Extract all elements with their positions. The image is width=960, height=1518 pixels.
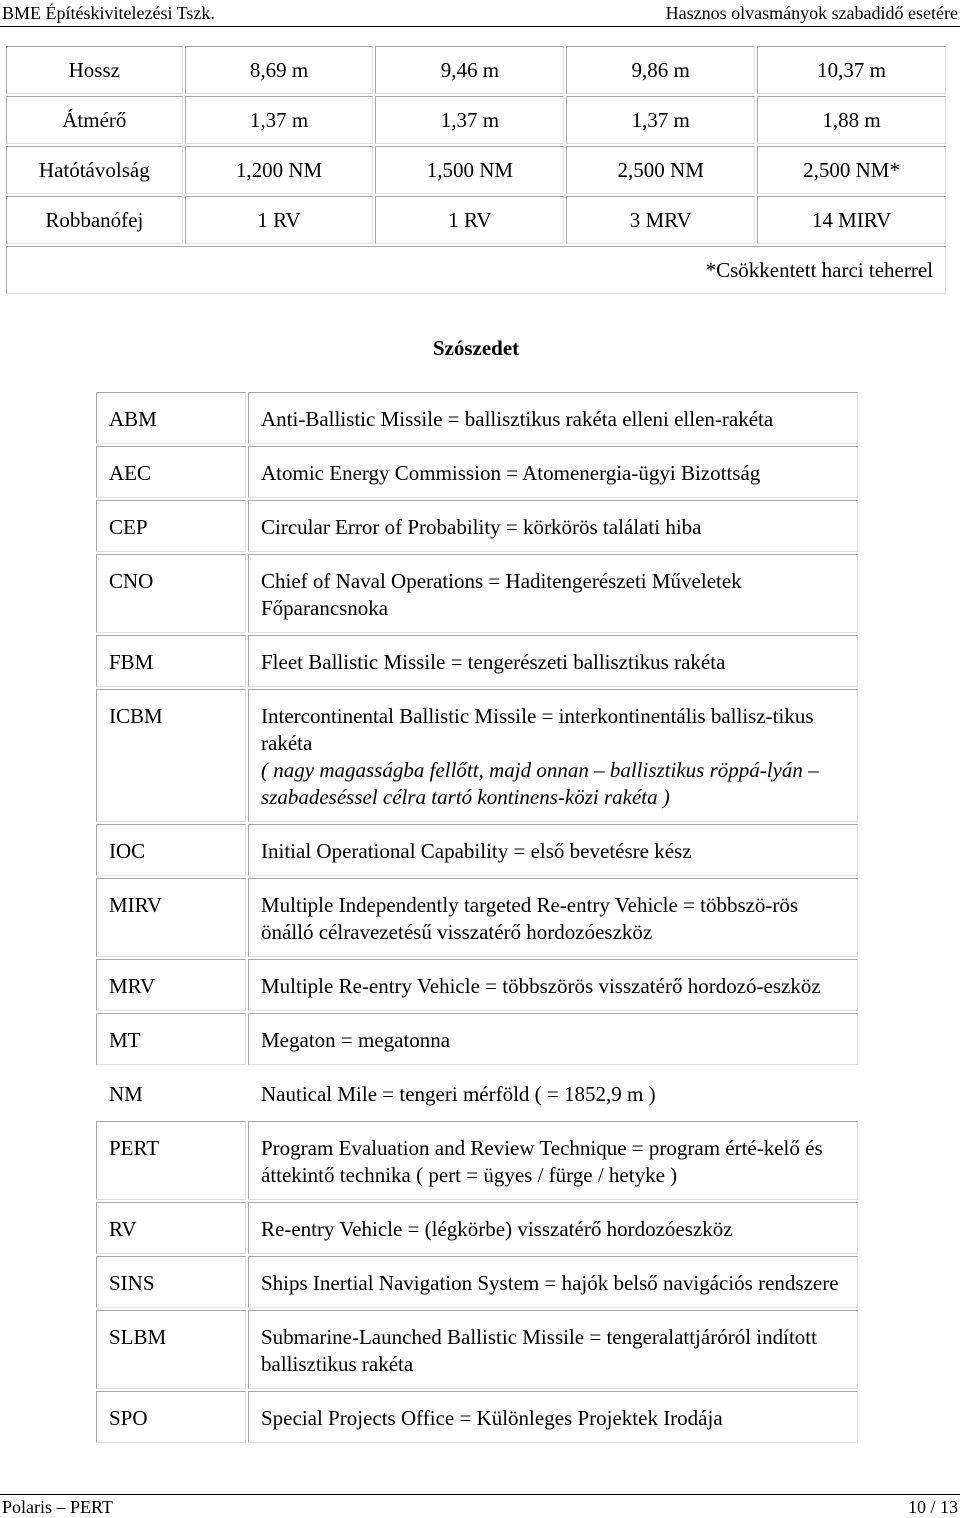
glossary-definition-text: Atomic Energy Commission = Atomenergia-ügyi Bizottság xyxy=(261,461,761,485)
glossary-abbr: MRV xyxy=(96,959,246,1011)
table-cell: 2,500 NM* xyxy=(757,146,946,194)
glossary-abbr: CEP xyxy=(96,500,246,552)
table-cell: Átmérő xyxy=(6,96,183,144)
glossary-definition-text: Intercontinental Ballistic Missile = interkontinentális ballisz-tikus rakéta xyxy=(261,704,814,755)
glossary-definition xyxy=(248,392,858,444)
specs-table xyxy=(4,44,948,296)
table-cell: 2,500 NM xyxy=(566,146,755,194)
glossary-definition-text: Chief of Naval Operations = Haditengerészeti Műveletek Főparancsnoka xyxy=(261,569,742,620)
glossary-row xyxy=(96,1121,858,1200)
table-row xyxy=(6,146,946,194)
header-left-text: BME Építéskivitelezési Tszk. xyxy=(2,3,215,23)
glossary-definition-text: Ships Inertial Navigation System = hajók belső navigációs rendszere xyxy=(261,1271,839,1295)
glossary-abbr: NM xyxy=(96,1067,246,1119)
header-rule xyxy=(0,26,960,27)
table-cell: 10,37 m xyxy=(757,46,946,94)
glossary-row xyxy=(96,878,858,957)
glossary-row xyxy=(96,392,858,444)
glossary-abbr: AEC xyxy=(96,446,246,498)
glossary-abbr: IOC xyxy=(96,824,246,876)
glossary-definition xyxy=(248,446,858,498)
table-cell: 1,88 m xyxy=(757,96,946,144)
glossary-definition-text: Program Evaluation and Review Technique = program érté-kelő és áttekintő technika ( pert = ügyes / fürge / hetyke ) xyxy=(261,1136,823,1187)
footer-page-number: 10 / 13 xyxy=(907,1497,958,1517)
glossary-definition-text: Special Projects Office = Különleges Projektek Irodája xyxy=(261,1406,723,1430)
table-row xyxy=(6,246,946,294)
table-cell: 1,500 NM xyxy=(375,146,564,194)
glossary-definition-text: Multiple Re-entry Vehicle = többszörös visszatérő hordozó-eszköz xyxy=(261,974,821,998)
glossary-title: Szószedet xyxy=(432,336,520,360)
glossary-row xyxy=(96,1391,858,1443)
glossary-row xyxy=(96,1256,858,1308)
glossary-definition xyxy=(248,500,858,552)
table-cell: 9,86 m xyxy=(566,46,755,94)
glossary-definition-text: Submarine-Launched Ballistic Missile = tengeralattjáróról indított ballisztikus rakéta xyxy=(261,1325,817,1376)
glossary-row xyxy=(96,959,858,1011)
glossary-row xyxy=(96,446,858,498)
glossary-abbr: ABM xyxy=(96,392,246,444)
glossary-definition xyxy=(248,554,858,633)
specs-note: *Csökkentett harci teherrel xyxy=(6,246,946,294)
glossary-table xyxy=(94,390,860,1445)
glossary-definition xyxy=(248,635,858,687)
glossary-abbr: SINS xyxy=(96,1256,246,1308)
glossary-row xyxy=(96,1013,858,1065)
glossary-row xyxy=(96,554,858,633)
glossary-row xyxy=(96,1067,858,1119)
glossary-definition xyxy=(248,878,858,957)
footer-rule xyxy=(0,1494,960,1495)
glossary-definition-text: Initial Operational Capability = első bevetésre kész xyxy=(261,839,692,863)
table-cell: 1 RV xyxy=(375,196,564,244)
glossary-abbr: MT xyxy=(96,1013,246,1065)
glossary-abbr: CNO xyxy=(96,554,246,633)
glossary-abbr: MIRV xyxy=(96,878,246,957)
glossary-definition-text: Anti-Ballistic Missile = ballisztikus rakéta elleni ellen-rakéta xyxy=(261,407,774,431)
glossary-abbr: SLBM xyxy=(96,1310,246,1389)
glossary-row xyxy=(96,689,858,822)
table-cell: 14 MIRV xyxy=(757,196,946,244)
table-cell: Hatótávolság xyxy=(6,146,183,194)
table-row xyxy=(6,46,946,94)
glossary-definition-text: Re-entry Vehicle = (légkörbe) visszatérő hordozóeszköz xyxy=(261,1217,733,1241)
glossary-row xyxy=(96,1310,858,1389)
table-cell: 1,37 m xyxy=(375,96,564,144)
glossary-definition xyxy=(248,1391,858,1443)
table-cell: 1,37 m xyxy=(566,96,755,144)
table-cell: 1 RV xyxy=(185,196,374,244)
glossary-definition xyxy=(248,1121,858,1200)
table-row xyxy=(6,196,946,244)
glossary-definition xyxy=(248,959,858,1011)
table-row xyxy=(6,96,946,144)
glossary-definition xyxy=(248,1013,858,1065)
table-cell: Hossz xyxy=(6,46,183,94)
page-footer xyxy=(0,1494,960,1516)
glossary-definition-text: Circular Error of Probability = körkörös találati hiba xyxy=(261,515,702,539)
header-right-text: Hasznos olvasmányok szabadidő esetére xyxy=(665,3,958,23)
table-cell: 3 MRV xyxy=(566,196,755,244)
glossary-definition-text: Fleet Ballistic Missile = tengerészeti ballisztikus rakéta xyxy=(261,650,726,674)
table-cell: 1,200 NM xyxy=(185,146,374,194)
footer-left-text: Polaris – PERT xyxy=(2,1497,113,1517)
glossary-abbr: FBM xyxy=(96,635,246,687)
glossary-definition xyxy=(248,1256,858,1308)
glossary-abbr: ICBM xyxy=(96,689,246,822)
table-cell: Robbanófej xyxy=(6,196,183,244)
glossary-definition xyxy=(248,1202,858,1254)
glossary-definition-text: Megaton = megatonna xyxy=(261,1028,451,1052)
glossary-definition xyxy=(248,1067,858,1119)
table-cell: 8,69 m xyxy=(185,46,374,94)
glossary-definition xyxy=(248,689,858,822)
glossary-definition-text: Nautical Mile = tengeri mérföld ( = 1852,9 m ) xyxy=(261,1082,656,1106)
table-cell: 9,46 m xyxy=(375,46,564,94)
glossary-abbr: RV xyxy=(96,1202,246,1254)
glossary-row xyxy=(96,824,858,876)
glossary-abbr: SPO xyxy=(96,1391,246,1443)
glossary-definition xyxy=(248,824,858,876)
glossary-abbr: PERT xyxy=(96,1121,246,1200)
glossary-row xyxy=(96,1202,858,1254)
glossary-definition xyxy=(248,1310,858,1389)
glossary-definition-text: Multiple Independently targeted Re-entry Vehicle = többszö-rös önálló célravezetésű visszatérő hordozóeszköz xyxy=(261,893,799,944)
table-cell: 1,37 m xyxy=(185,96,374,144)
page-header xyxy=(0,0,960,30)
glossary-row xyxy=(96,500,858,552)
glossary-row xyxy=(96,635,858,687)
glossary-note: ( nagy magasságba fellőtt, majd onnan – ballisztikus röppá-lyán – szabadeséssel célra tartó kontinens-közi rakéta ) xyxy=(261,758,819,809)
